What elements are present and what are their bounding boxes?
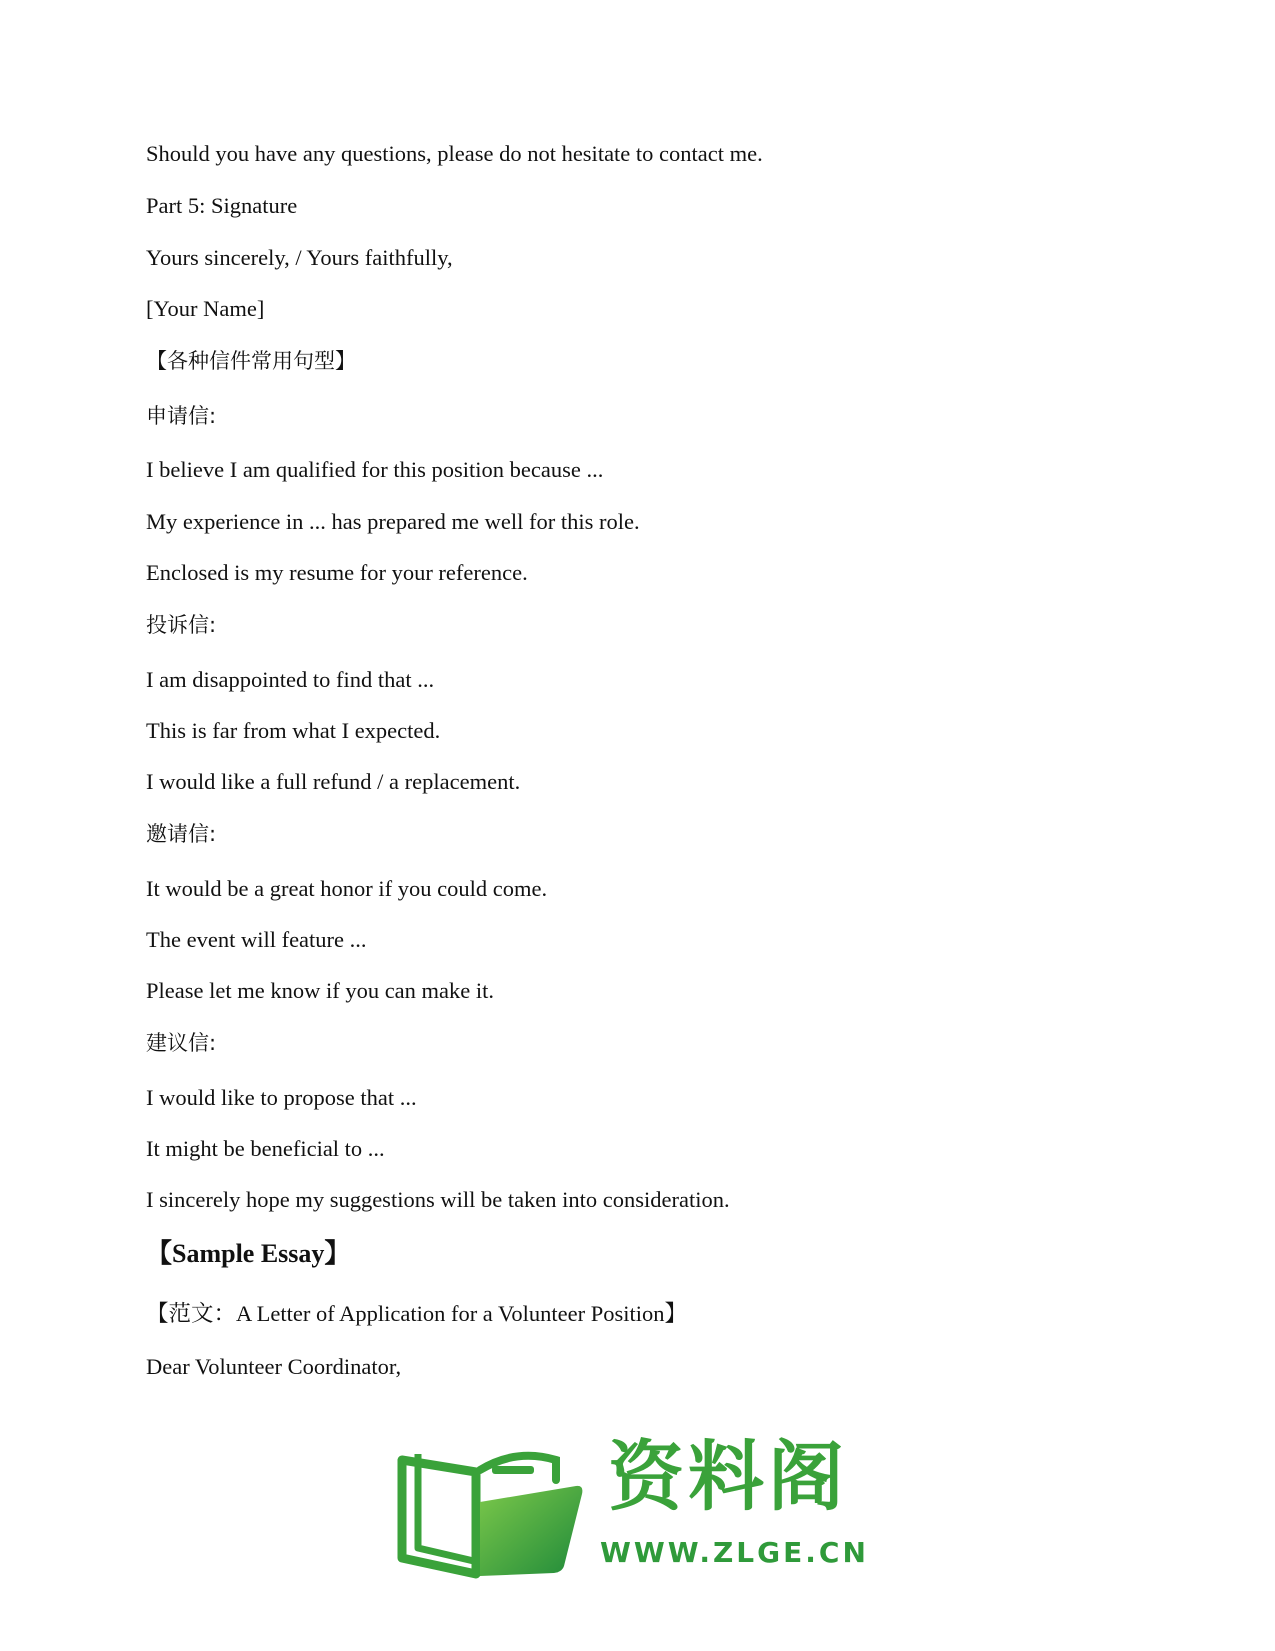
part5-heading: Part 5: Signature [146, 193, 298, 218]
list-item: I sincerely hope my suggestions will be taken into consideration. [146, 1187, 730, 1212]
watermark-logo [396, 1430, 869, 1595]
list-item: This is far from what I expected. [146, 718, 441, 743]
sign-off-options: Yours sincerely, / Yours faithfully, [146, 245, 453, 270]
logo-url: WWW.ZLGE.CN [600, 1536, 869, 1569]
list-item: I would like to propose that ... [146, 1085, 417, 1110]
list-item: I would like a full refund / a replacement. [146, 769, 521, 794]
list-item: Enclosed is my resume for your reference. [146, 560, 528, 585]
list-item: It might be beneficial to ... [146, 1136, 385, 1161]
list-item: I am disappointed to find that ... [146, 667, 435, 692]
closing-sentence: Should you have any questions, please do not hesitate to contact me. [146, 141, 763, 166]
subheading-invitation-letter: 邀请信: [146, 822, 217, 846]
section-heading-common-sentences: 【各种信件常用句型】 [146, 349, 356, 373]
sample-essay-title: 【范文：A Letter of Application for a Volunteer Position】 [146, 1301, 687, 1326]
subheading-complaint-letter: 投诉信: [146, 613, 217, 637]
list-item: I believe I am qualified for this position because ... [146, 457, 604, 482]
sample-essay-heading: 【Sample Essay】 [146, 1239, 351, 1268]
your-name-placeholder: [Your Name] [146, 296, 265, 321]
subheading-suggestion-letter: 建议信: [146, 1031, 217, 1055]
logo-brand-name: 资料阁 [608, 1432, 848, 1521]
letter-salutation: Dear Volunteer Coordinator, [146, 1354, 402, 1379]
list-item: The event will feature ... [146, 927, 367, 952]
subheading-application-letter: 申请信: [146, 404, 217, 428]
open-book-folder-icon [396, 1440, 592, 1580]
list-item: Please let me know if you can make it. [146, 978, 495, 1003]
list-item: My experience in ... has prepared me well for this role. [146, 509, 640, 534]
list-item: It would be a great honor if you could come. [146, 876, 548, 901]
